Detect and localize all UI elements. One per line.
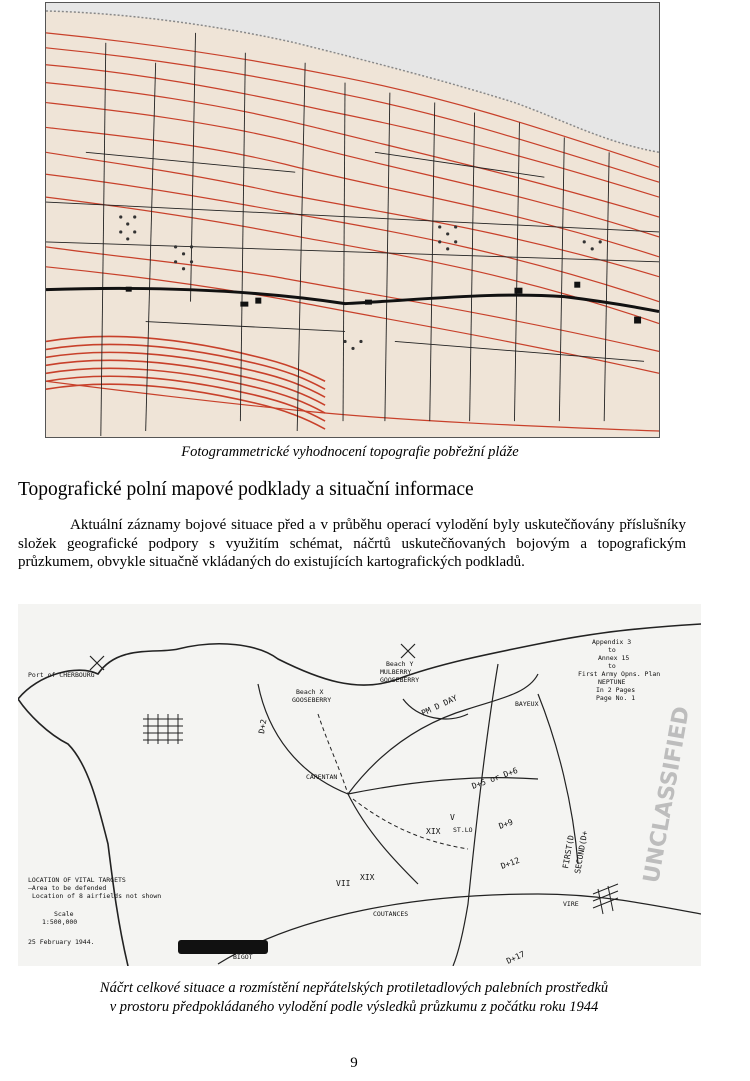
label-beach-x: Beach X: [296, 688, 324, 696]
label-port: Port of CHERBOURG: [28, 671, 95, 679]
label-d5: D+5 or D+6: [470, 765, 519, 791]
appendix-line5: First Army Opns. Plan: [578, 670, 661, 678]
label-d17: D+17: [505, 949, 527, 966]
appendix-line4: to: [608, 662, 616, 670]
label-corps-v: V: [450, 813, 455, 822]
label-d12: D+12: [499, 855, 521, 871]
label-d2: D+2: [257, 718, 269, 735]
label-corps-xix-b: XIX: [360, 873, 375, 882]
unclassified-stamp: UNCLASSIFIED: [639, 704, 695, 886]
label-second: SECOND(D+: [573, 830, 590, 875]
appendix-line8: Page No. 1: [596, 694, 636, 702]
figure2-caption-line2: v prostoru předpokládaného vylodění podle výsledků průzkumu z počátku roku 1944: [109, 999, 599, 1015]
scale-label: Scale: [54, 910, 74, 918]
label-coutances: COUTANCES: [373, 910, 409, 918]
label-pm-d-day: PM D DAY: [420, 693, 459, 718]
label-carentan: CARENTAN: [306, 773, 338, 781]
bigot-label: BIGOT: [233, 953, 253, 961]
appendix-line1: Appendix 3: [592, 638, 632, 646]
label-vire: VIRE: [563, 900, 579, 908]
label-corps-xix-a: XIX: [426, 827, 441, 836]
situation-sketch-drawing: [18, 604, 701, 966]
scale-value: 1:500,000: [42, 918, 78, 926]
label-corps-vii: VII: [336, 879, 351, 888]
legend-line1: LOCATION OF VITAL TARGETS: [28, 876, 126, 884]
appendix-line2: to: [608, 646, 616, 654]
label-bayeux: BAYEUX: [515, 700, 539, 708]
label-d9: D+9: [497, 817, 515, 831]
situation-sketch-figure: [18, 604, 701, 966]
legend-line2: —Area to be defended: [28, 884, 107, 892]
section-heading: Topografické polní mapové podklady a situační informace: [18, 479, 474, 500]
label-gooseberry-x: GOOSEBERRY: [292, 696, 332, 704]
figure2-caption-line1: Náčrt celkové situace a rozmístění nepřátelských protiletadlových palebních prostředků: [99, 980, 609, 996]
appendix-line3: Annex 15: [598, 654, 630, 662]
topographic-map-drawing: [46, 3, 659, 437]
label-beach-y: Beach Y: [386, 660, 414, 668]
label-first: FIRST(D: [561, 834, 576, 870]
page-number: 9: [350, 1055, 358, 1071]
label-gooseberry-y: GOOSEBERRY: [380, 676, 420, 684]
appendix-line7: In 2 Pages: [596, 686, 636, 694]
label-st-lo: ST.LO: [453, 826, 473, 834]
legend-line3: Location of 8 airfields not shown: [32, 892, 162, 900]
section-paragraph: Aktuální záznamy bojové situace před a v průběhu operací vylodění byly uskutečňovány příslušníky složek geografické podpory s využitím schémat, náčrtů uskutečňovaných bojovým a topografickým průzkumem, obvykle situačně vkládaných do existujících kartografických podkladů.: [18, 517, 686, 571]
figure2-caption: [0, 979, 708, 1017]
appendix-line6: NEPTUNE: [598, 678, 626, 686]
figure1-caption: Fotogrammetrické vyhodnocení topografie pobřežní pláže: [181, 444, 519, 460]
date-label: 25 February 1944.: [28, 938, 95, 946]
topographic-map-figure: [45, 2, 660, 438]
label-mulberry: MULBERRY: [380, 668, 412, 676]
